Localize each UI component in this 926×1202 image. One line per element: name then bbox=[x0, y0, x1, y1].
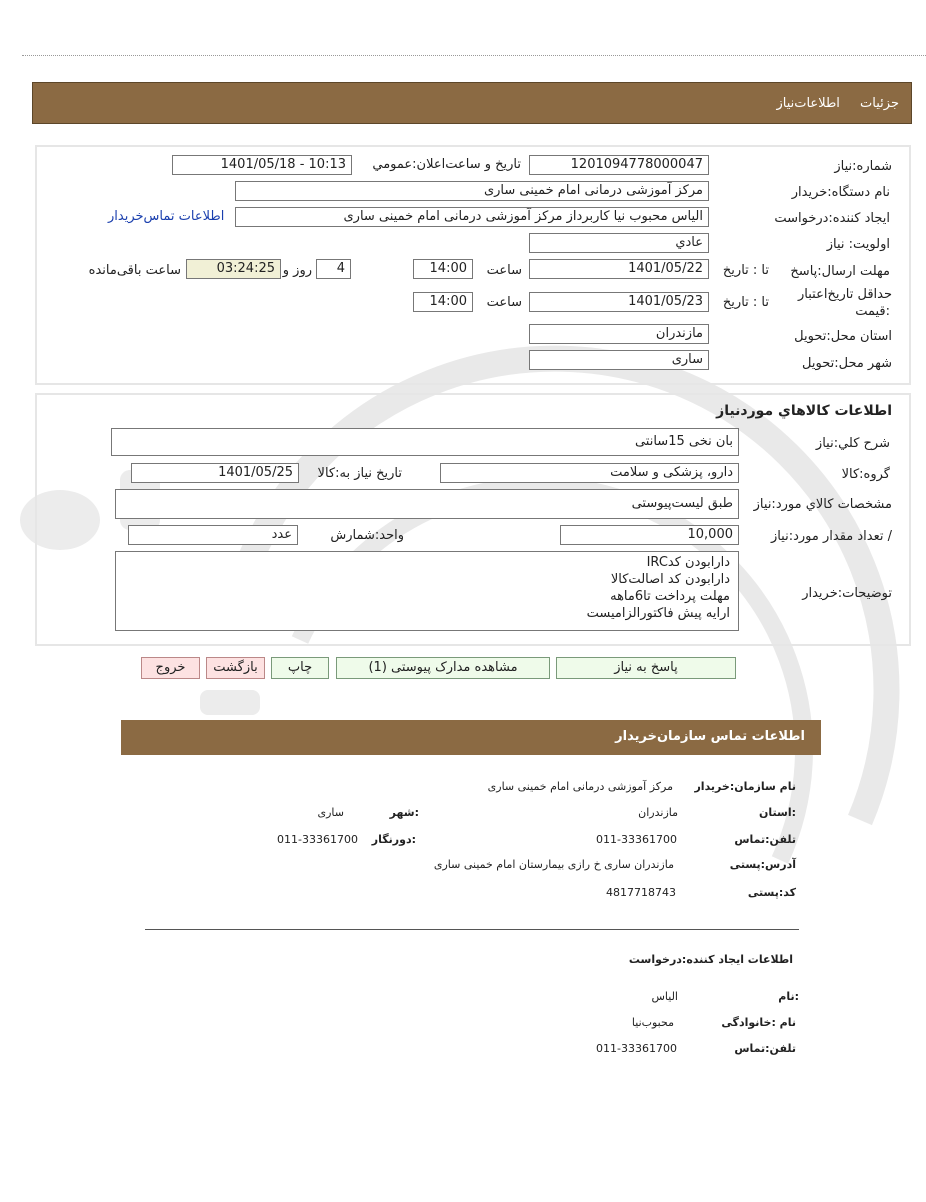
goods-specs-label: مشخصات كالاي مورد:نياز bbox=[753, 497, 892, 512]
province-label: استان محل:تحویل bbox=[794, 329, 892, 344]
buyer-org-label: نام دستگاه:خریدار bbox=[791, 185, 890, 200]
contact-fax-value: 011-33361700 bbox=[277, 833, 358, 846]
deadline-time-field: 14:00 bbox=[413, 259, 473, 279]
need-date-field: 1401/05/25 bbox=[131, 463, 299, 483]
contact-province-label: :استان bbox=[759, 806, 796, 819]
validity-label-1: حداقل تاریخ‌اعتبار bbox=[798, 287, 892, 302]
top-dotted-divider bbox=[22, 55, 926, 56]
deadline-date-field: 1401/05/22 bbox=[529, 259, 709, 279]
goods-desc-field: بان نخی 15سانتی bbox=[111, 428, 739, 456]
notes-line: ارایه پیش فاکتورالزامیست bbox=[586, 606, 730, 621]
creator-phone-value: 011-33361700 bbox=[596, 1042, 677, 1055]
deadline-time-label: ساعت bbox=[486, 263, 522, 278]
tab-details[interactable]: جزئیات bbox=[860, 96, 899, 111]
creator-section-title: اطلاعات ایجاد کننده:درخواست bbox=[628, 953, 793, 966]
deadline-to-date-label: تا : تاریخ bbox=[722, 263, 769, 278]
goods-specs-field: طبق لیست‌پیوستی bbox=[115, 489, 739, 519]
goods-section-title: اطلاعات كالاهاي موردنياز bbox=[716, 403, 892, 419]
contact-org-value: مرکز آموزشی درمانی امام خمینی ساری bbox=[487, 780, 673, 793]
announce-label: تاریخ و ساعت‌اعلان:عمومي bbox=[372, 157, 521, 172]
back-button[interactable]: بازگشت bbox=[206, 657, 265, 679]
need-date-label: تاریخ نیاز به:کالا bbox=[317, 466, 402, 481]
validity-to-date-label: تا : تاریخ bbox=[722, 295, 769, 310]
unit-label: واحد:شمارش bbox=[330, 528, 404, 543]
province-field: مازندران bbox=[529, 324, 709, 344]
contact-phone-label: تلفن:تماس bbox=[734, 833, 796, 846]
announce-field: 1401/05/18 - 10:13 bbox=[172, 155, 352, 175]
buyer-contact-title: اطلاعات تماس سازمان‌خریدار bbox=[615, 729, 805, 744]
quantity-field: 10,000 bbox=[560, 525, 739, 545]
city-label: شهر محل:تحویل bbox=[802, 356, 892, 371]
buyer-contact-banner bbox=[121, 720, 821, 755]
quantity-label: / تعداد مقدار مورد:نیاز bbox=[770, 529, 892, 544]
creator-label: ایجاد کننده:درخواست bbox=[774, 211, 890, 226]
remaining-time-field: 03:24:25 bbox=[186, 259, 281, 279]
contact-fax-label: :دورنگار bbox=[371, 833, 416, 846]
validity-time-label: ساعت bbox=[486, 295, 522, 310]
priority-field: عادي bbox=[529, 233, 709, 253]
priority-label: اولویت: نیاز bbox=[826, 237, 890, 252]
goods-group-label: گروه:کالا bbox=[841, 467, 890, 482]
goods-desc-label: شرح کلي:نياز bbox=[815, 436, 890, 451]
notes-line: مهلت پرداخت تا6ماهه bbox=[610, 589, 730, 604]
need-number-field: 1201094778000047 bbox=[529, 155, 709, 175]
unit-field: عدد bbox=[128, 525, 298, 545]
contact-address-label: آدرس:پستی bbox=[729, 858, 796, 871]
deadline-label: مهلت ارسال:پاسخ bbox=[790, 264, 890, 279]
days-remaining-field: 4 bbox=[316, 259, 351, 279]
exit-button[interactable]: خروج bbox=[141, 657, 200, 679]
notes-line: دارابودن کد اصالت‌کالا bbox=[610, 572, 730, 587]
contact-address-value: مازندران ساری خ رازی بیمارستان امام خمینی ساری bbox=[433, 858, 674, 871]
header-banner bbox=[32, 82, 912, 124]
creator-name-value: الیاس bbox=[651, 990, 678, 1003]
validity-date-field: 1401/05/23 bbox=[529, 292, 709, 312]
creator-name-label: :نام bbox=[778, 990, 799, 1003]
notes-box bbox=[115, 551, 739, 631]
contact-separator bbox=[145, 929, 799, 930]
contact-org-label: نام سازمان:خریدار bbox=[694, 780, 796, 793]
creator-family-value: محبوب‌نیا bbox=[631, 1016, 674, 1029]
contact-city-value: ساری bbox=[317, 806, 344, 819]
notes-label: توضیحات:خریدار bbox=[802, 586, 892, 601]
view-attachments-button[interactable]: مشاهده مدارک پیوستی (1) bbox=[336, 657, 550, 679]
tab-need-info[interactable]: اطلاعات‌نیاز bbox=[776, 96, 840, 111]
print-button[interactable]: چاپ bbox=[271, 657, 329, 679]
notes-line: دارابودن کدIRC bbox=[646, 555, 730, 570]
contact-postal-value: 4817718743 bbox=[606, 886, 676, 899]
creator-phone-label: تلفن:تماس bbox=[734, 1042, 796, 1055]
validity-label-2: :قیمت bbox=[855, 304, 890, 319]
days-label: روز و bbox=[282, 263, 312, 278]
creator-field: الیاس محبوب نیا کاربرداز مرکز آموزشی درمانی امام خمینی ساری bbox=[235, 207, 709, 227]
contact-city-label: :شهر bbox=[389, 806, 419, 819]
buyer-org-field: مرکز آموزشی درمانی امام خمینی ساری bbox=[235, 181, 709, 201]
contact-province-value: مازندران bbox=[638, 806, 678, 819]
goods-group-field: دارو، پزشکی و سلامت bbox=[440, 463, 739, 483]
validity-time-field: 14:00 bbox=[413, 292, 473, 312]
contact-postal-label: کد:پستی bbox=[747, 886, 796, 899]
creator-family-label: نام :خانوادگی bbox=[721, 1016, 796, 1029]
need-number-label: شماره:نیاز bbox=[834, 159, 892, 174]
buyer-contact-link[interactable]: اطلاعات تماس‌خریدار bbox=[108, 209, 225, 224]
reply-button[interactable]: پاسخ به نیاز bbox=[556, 657, 736, 679]
contact-phone-value: 011-33361700 bbox=[596, 833, 677, 846]
remaining-label: ساعت باقی‌مانده bbox=[88, 263, 181, 278]
city-field: ساری bbox=[529, 350, 709, 370]
